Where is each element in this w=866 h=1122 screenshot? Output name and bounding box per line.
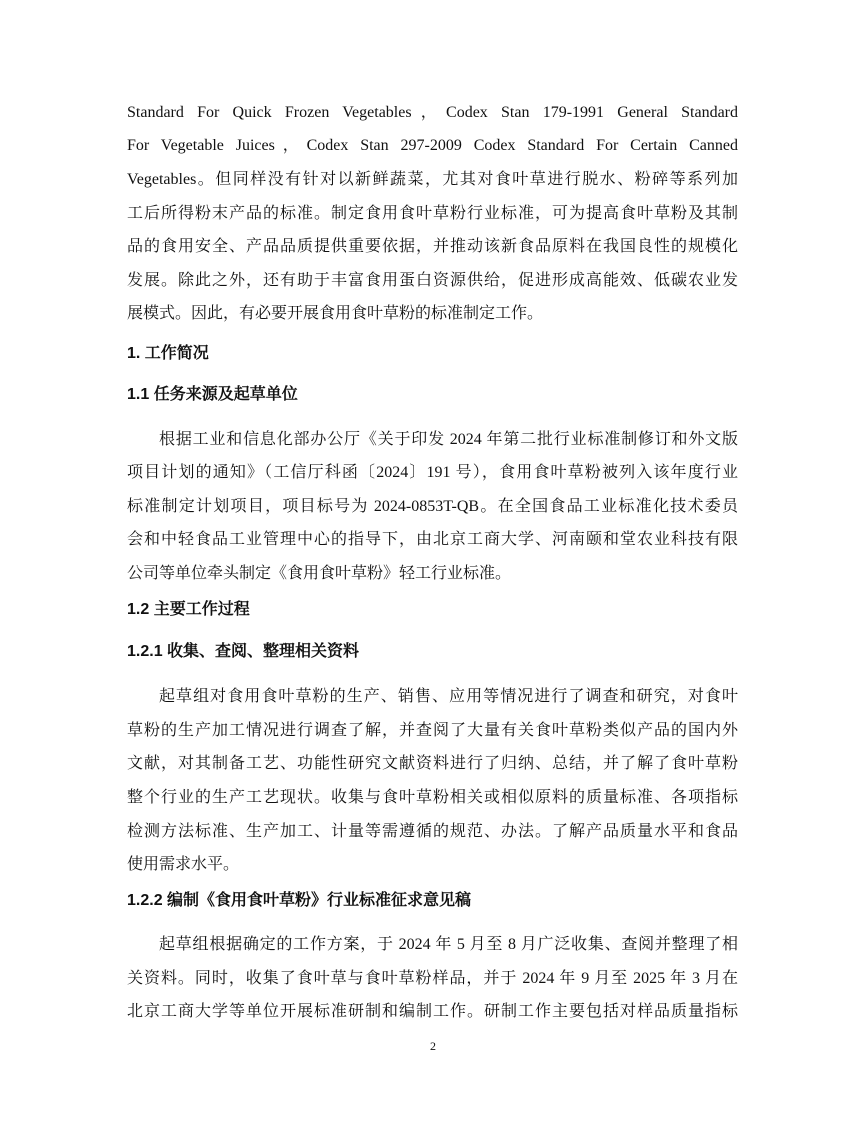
text-line: 品的食用安全、产品品质提供重要依据，并推动该新食品原料在我国良性的规模化 xyxy=(127,238,738,255)
text-line: 项目计划的通知》（工信厅科函〔2024〕191 号），食用食叶草粉被列入该年度行业 xyxy=(127,464,738,481)
text-line: 使用需求水平。 xyxy=(127,856,240,873)
text-line: 会和中轻食品工业管理中心的指导下，由北京工商大学、河南颐和堂农业科技有限 xyxy=(127,531,738,548)
text-line: 工后所得粉末产品的标准。制定食用食叶草粉行业标准，可为提高食叶草粉及其制 xyxy=(127,205,738,222)
subsection-heading: 1.2 主要工作过程 xyxy=(127,601,250,618)
text-line: 发展。除此之外，还有助于丰富食用蛋白资源供给，促进形成高能效、低碳农业发 xyxy=(127,272,738,289)
subsection-heading: 1.1 任务来源及起草单位 xyxy=(127,386,298,403)
text-line: 草粉的生产加工情况进行调查了解，并查阅了大量有关食叶草粉类似产品的国内外 xyxy=(127,722,738,739)
text-line: 起草组对食用食叶草粉的生产、销售、应用等情况进行了调查和研究，对食叶 xyxy=(159,688,738,705)
text-line: 展模式。因此，有必要开展食用食叶草粉的标准制定工作。 xyxy=(127,305,544,322)
subsubsection-heading: 1.2.1 收集、查阅、整理相关资料 xyxy=(127,643,360,660)
text-line: 关资料。同时，收集了食叶草与食叶草粉样品，并于 2024 年 9 月至 2025 年 3 月在 xyxy=(127,970,738,987)
text-line: 北京工商大学等单位开展标准研制和编制工作。研制工作主要包括对样品质量指标 xyxy=(127,1003,738,1020)
text-line: 文献，对其制备工艺、功能性研究文献资料进行了归纳、总结，并了解了食叶草粉 xyxy=(127,755,738,772)
text-line: For Vegetable Juices，Codex Stan 297-2009 Codex Standard For Certain Canned xyxy=(127,137,738,154)
text-line: 公司等单位牵头制定《食用食叶草粉》轻工行业标准。 xyxy=(127,565,512,582)
text-line: 检测方法标准、生产加工、计量等需遵循的规范、办法。了解产品质量水平和食品 xyxy=(127,823,738,840)
text-line: 整个行业的生产工艺现状。收集与食叶草粉相关或相似原料的质量标准、各项指标 xyxy=(127,789,738,806)
text-line: Vegetables。但同样没有针对以新鲜蔬菜，尤其对食叶草进行脱水、粉碎等系列加 xyxy=(127,171,738,188)
text-line: 根据工业和信息化部办公厅《关于印发 2024 年第二批行业标准制修订和外文版 xyxy=(159,431,738,448)
subsubsection-heading: 1.2.2 编制《食用食叶草粉》行业标准征求意见稿 xyxy=(127,892,472,909)
text-line: 起草组根据确定的工作方案，于 2024 年 5 月至 8 月广泛收集、查阅并整理了相 xyxy=(159,936,738,953)
text-line: Standard For Quick Frozen Vegetables，Codex Stan 179-1991 General Standard xyxy=(127,104,738,121)
section-heading: 1. 工作简况 xyxy=(127,345,209,362)
page-number: 2 xyxy=(430,1039,436,1053)
text-line: 标准制定计划项目，项目标号为 2024-0853T-QB。在全国食品工业标准化技术委员 xyxy=(127,498,738,515)
